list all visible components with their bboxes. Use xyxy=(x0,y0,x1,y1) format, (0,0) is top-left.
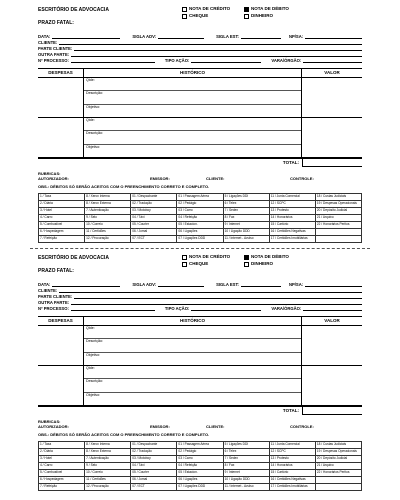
code-cell: 7 / Autenticação xyxy=(85,456,131,463)
parte-cliente-field[interactable] xyxy=(74,295,362,299)
info-row-parte-cliente xyxy=(38,45,362,51)
code-cell: 04 / Táxi xyxy=(131,463,177,470)
vara-orgao-field[interactable] xyxy=(303,59,362,63)
code-cell: 05 / Estacion. xyxy=(177,470,223,477)
code-cell: 9 / Internet xyxy=(223,222,269,229)
code-cell: 18 / Custas Judiciais xyxy=(315,442,361,449)
code-cell: 06 / Ligações xyxy=(177,477,223,484)
code-cell: 1 / Taxa xyxy=(39,442,85,449)
code-cell: 01 / Passagem Aérea xyxy=(177,194,223,201)
column-despesas: DESPESAS xyxy=(38,69,84,77)
code-cell: 16 / Certidões Negativas xyxy=(269,477,315,484)
code-cell: 3 / Hotel xyxy=(39,208,85,215)
data-label: DATA: xyxy=(38,33,51,39)
code-cell: 15 / Cartório xyxy=(269,470,315,477)
sigla-adv-field[interactable] xyxy=(158,35,204,39)
despesa-cell[interactable] xyxy=(38,118,84,157)
np-sa-label: NP/SA: xyxy=(288,281,304,287)
code-cell: 8 / Xerox Interna xyxy=(85,442,131,449)
vara-orgao-field[interactable] xyxy=(303,307,362,311)
data-label: DATA: xyxy=(38,281,51,287)
option-nota-debito[interactable] xyxy=(244,255,289,260)
n-processo-field[interactable] xyxy=(71,307,155,311)
rubricas-label: RUBRICAS: xyxy=(38,419,61,424)
descricao-field[interactable]: Descrição: xyxy=(84,131,301,144)
parte-cliente-field[interactable] xyxy=(74,47,362,51)
code-cell: 19 / Despesas Operacionais xyxy=(315,449,361,456)
code-cell: 02 / Pedágio xyxy=(177,449,223,456)
code-cell: 21 / Arquivo xyxy=(315,463,361,470)
option-nota-credito[interactable] xyxy=(182,255,230,260)
code-cell: 2 / Diária xyxy=(39,449,85,456)
code-cell: 12 / Procuração xyxy=(85,236,131,243)
code-cell: 01 / Despachante xyxy=(131,442,177,449)
code-cell: 04 / Refeição xyxy=(177,463,223,470)
code-cell: 5 / Ligações DDI xyxy=(223,194,269,201)
checkbox-nota-debito[interactable] xyxy=(244,7,249,12)
qtde-field[interactable]: Qtde: xyxy=(84,366,301,379)
code-cell: 13 / Protesto xyxy=(269,456,315,463)
code-cell: 02 / Pedágio xyxy=(177,201,223,208)
info-row-cliente xyxy=(38,287,362,293)
tipo-acao-field[interactable] xyxy=(191,307,261,311)
code-cell: 5 / Combustível xyxy=(39,470,85,477)
option-label: CHEQUE xyxy=(189,261,209,267)
n-processo-label: Nº PROCESSO: xyxy=(38,57,69,63)
expense-entry xyxy=(38,326,362,366)
code-cell: 12 / SCPC xyxy=(269,201,315,208)
info-row-data xyxy=(38,33,362,39)
code-cell: 16 / Certidões Negativas xyxy=(269,229,315,236)
code-cell: 12 / SCPC xyxy=(269,449,315,456)
code-cell: 07 / ECT xyxy=(131,484,177,491)
cut-line xyxy=(30,248,370,249)
qtde-field[interactable]: Qtde: xyxy=(84,78,301,91)
code-cell: 07 / ECT xyxy=(131,236,177,243)
despesa-cell[interactable] xyxy=(38,78,84,117)
code-cell: 05 / Estacion. xyxy=(177,222,223,229)
info-row-parte-cliente xyxy=(38,293,362,299)
option-dinheiro[interactable] xyxy=(244,262,273,267)
form-title: ESCRITÓRIO DE ADVOCACIA xyxy=(38,7,109,13)
code-cell: 02 / Tradução xyxy=(131,449,177,456)
option-cheque[interactable] xyxy=(182,262,208,267)
controle-label: CONTROLE: xyxy=(290,424,314,429)
total-field[interactable] xyxy=(302,407,362,415)
despesa-cell[interactable] xyxy=(38,326,84,365)
code-cell: 01 / Despachante xyxy=(131,194,177,201)
column-historico: HISTÓRICO xyxy=(84,69,302,77)
cliente-field[interactable] xyxy=(59,41,362,45)
code-cell: 5 / Ligações DDI xyxy=(223,442,269,449)
option-label: NOTA DE CRÉDITO xyxy=(189,254,231,260)
sigla-est-label: SIGLA EST: xyxy=(216,33,239,39)
code-cell: 21 / Arquivo xyxy=(315,215,361,222)
code-cell: 03 / Carro xyxy=(177,208,223,215)
n-processo-field[interactable] xyxy=(71,59,155,63)
code-row xyxy=(39,477,362,484)
code-cell: 6 / Telex xyxy=(223,449,269,456)
prazo-fatal-label: PRAZO FATAL: xyxy=(38,20,74,26)
option-cheque[interactable] xyxy=(182,14,208,19)
emissor-label: EMISSOR: xyxy=(150,424,170,429)
descricao-field[interactable]: Descrição: xyxy=(84,339,301,352)
code-row xyxy=(39,456,362,463)
code-cell: 06 / Ligações xyxy=(177,229,223,236)
code-cell: 06 / Jornal xyxy=(131,229,177,236)
code-cell: 15 / Cartório xyxy=(269,222,315,229)
outra-parte-label: OUTRA PARTE: xyxy=(38,299,70,305)
total-field[interactable] xyxy=(302,159,362,167)
valor-cell[interactable] xyxy=(302,118,362,157)
code-row xyxy=(39,222,362,229)
code-cell: 2 / Diária xyxy=(39,201,85,208)
code-cell: 17 / Certidões Imobiliárias xyxy=(269,236,315,243)
option-label: NOTA DE DÉBITO xyxy=(251,254,289,260)
code-cell: 03 / Motoboy xyxy=(131,456,177,463)
code-cell: 9 / Internet xyxy=(223,470,269,477)
code-cell: 03 / Carro xyxy=(177,456,223,463)
code-cell: 11 / Certidões xyxy=(85,229,131,236)
code-row xyxy=(39,201,362,208)
form-title: ESCRITÓRIO DE ADVOCACIA xyxy=(38,255,109,261)
code-cell: 05 / Courier xyxy=(131,222,177,229)
code-cell: 06 / Jornal xyxy=(131,477,177,484)
code-row xyxy=(39,215,362,222)
expense-table xyxy=(38,316,362,407)
payment-options xyxy=(182,7,302,27)
expense-codes-table xyxy=(38,441,362,491)
code-row xyxy=(39,194,362,201)
code-cell: 8 / Xerox Externa xyxy=(85,201,131,208)
info-row-processo xyxy=(38,305,362,311)
code-cell: 04 / Táxi xyxy=(131,215,177,222)
cliente-label: CLIENTE: xyxy=(38,39,58,45)
payment-options xyxy=(182,255,302,275)
data-field[interactable] xyxy=(52,35,120,39)
code-cell: 07 / Ligações DDD xyxy=(177,484,223,491)
total-row xyxy=(38,407,362,415)
checkbox-cheque[interactable] xyxy=(182,14,187,19)
code-cell: 10 / Correio xyxy=(85,222,131,229)
option-dinheiro[interactable] xyxy=(244,14,273,19)
code-row xyxy=(39,236,362,243)
code-row xyxy=(39,463,362,470)
code-cell: 1 / Taxa xyxy=(39,194,85,201)
code-cell: 8 / Fax xyxy=(223,215,269,222)
code-cell: 9 / Selo xyxy=(85,463,131,470)
code-cell: 8 / Fax xyxy=(223,463,269,470)
vara-orgao-label: VARA/ÓRGÃO: xyxy=(271,57,302,63)
cliente-field[interactable] xyxy=(59,289,362,293)
code-row xyxy=(39,470,362,477)
checkbox-dinheiro[interactable] xyxy=(244,14,249,19)
expense-table-header xyxy=(38,69,362,78)
code-cell: 20 / Depósito Judicial xyxy=(315,456,361,463)
code-cell xyxy=(315,236,361,243)
qtde-field[interactable]: Qtde: xyxy=(84,118,301,131)
sigla-adv-label: SIGLA ADV: xyxy=(132,33,157,39)
debit-form-bottom xyxy=(38,254,362,494)
code-cell: 22 / Honorários Peritos xyxy=(315,222,361,229)
code-cell: 20 / Depósito Judicial xyxy=(315,208,361,215)
info-row-processo xyxy=(38,57,362,63)
emissor-label: EMISSOR: xyxy=(150,176,170,181)
code-cell: 9 / Selo xyxy=(85,215,131,222)
checkbox-nota-credito[interactable] xyxy=(182,255,187,260)
code-cell: 8 / Xerox Externa xyxy=(85,449,131,456)
column-valor: VALOR xyxy=(324,69,340,75)
code-cell: 18 / Custas Judiciais xyxy=(315,194,361,201)
code-cell: 13 / Protesto xyxy=(269,208,315,215)
checkbox-nota-credito[interactable] xyxy=(182,7,187,12)
qtde-field[interactable]: Qtde: xyxy=(84,326,301,339)
expense-entry xyxy=(38,366,362,406)
outra-parte-field[interactable] xyxy=(71,53,362,57)
option-nota-credito[interactable] xyxy=(182,7,230,12)
option-label: DINHEIRO xyxy=(251,13,274,19)
option-nota-debito[interactable] xyxy=(244,7,289,12)
option-label: NOTA DE DÉBITO xyxy=(251,6,289,12)
expense-codes-table xyxy=(38,193,362,243)
code-cell: 6 / Telex xyxy=(223,201,269,208)
code-cell: 5 / Combustível xyxy=(39,222,85,229)
column-historico: HISTÓRICO xyxy=(84,317,302,325)
expense-table-header xyxy=(38,317,362,326)
obs-note: OBS.: DÉBITOS SÓ SERÃO ACEITOS COM O PREENCHIMENTO CORRETO E COMPLETO. xyxy=(38,432,210,437)
code-row xyxy=(39,442,362,449)
n-processo-label: Nº PROCESSO: xyxy=(38,305,69,311)
prazo-fatal-label: PRAZO FATAL: xyxy=(38,268,74,274)
expense-entry xyxy=(38,78,362,118)
code-cell: 7 / Autenticação xyxy=(85,208,131,215)
valor-cell[interactable] xyxy=(302,78,362,117)
outra-parte-label: OUTRA PARTE: xyxy=(38,51,70,57)
sigla-est-label: SIGLA EST: xyxy=(216,281,239,287)
option-label: NOTA DE CRÉDITO xyxy=(189,6,231,12)
tipo-acao-label: TIPO AÇÃO: xyxy=(164,57,190,63)
expense-entry xyxy=(38,118,362,158)
valor-cell[interactable] xyxy=(302,326,362,365)
sigla-adv-field[interactable] xyxy=(158,283,204,287)
total-label: TOTAL: xyxy=(282,408,299,413)
checkbox-nota-debito[interactable] xyxy=(244,255,249,260)
code-cell: 10 / Ligação DDD xyxy=(223,229,269,236)
objetivo-field[interactable]: Objetivo: xyxy=(86,392,101,397)
code-cell: 4 / Carro xyxy=(39,215,85,222)
code-row xyxy=(39,449,362,456)
sigla-est-field[interactable] xyxy=(241,283,281,287)
descricao-field[interactable]: Descrição: xyxy=(84,379,301,392)
code-cell: 10 / Correio xyxy=(85,470,131,477)
objetivo-field[interactable]: Objetivo: xyxy=(86,104,101,109)
info-row-cliente xyxy=(38,39,362,45)
info-row-outra-parte xyxy=(38,299,362,305)
descricao-field[interactable]: Descrição: xyxy=(84,91,301,104)
code-cell: 3 / Hotel xyxy=(39,456,85,463)
code-cell: 4 / Carro xyxy=(39,463,85,470)
tipo-acao-field[interactable] xyxy=(191,59,261,63)
form-header xyxy=(38,6,362,27)
code-cell: 7 / Refeição xyxy=(39,236,85,243)
rubricas-label: RUBRICAS: xyxy=(38,171,61,176)
cliente-label: CLIENTE: xyxy=(38,287,58,293)
parte-cliente-label: PARTE CLIENTE: xyxy=(38,293,73,299)
code-cell: 6 / Hospedagem xyxy=(39,477,85,484)
column-despesas: DESPESAS xyxy=(38,317,84,325)
code-cell xyxy=(315,484,361,491)
checkbox-cheque[interactable] xyxy=(182,262,187,267)
option-label: DINHEIRO xyxy=(251,261,274,267)
code-cell: 11 / Internet - Avulso xyxy=(223,236,269,243)
debit-form-top xyxy=(38,6,362,246)
code-cell: 7 / Sedex xyxy=(223,208,269,215)
tipo-acao-label: TIPO AÇÃO: xyxy=(164,305,190,311)
code-cell: 8 / Xerox Interna xyxy=(85,194,131,201)
code-cell xyxy=(315,477,361,484)
sigla-est-field[interactable] xyxy=(241,35,281,39)
code-row xyxy=(39,208,362,215)
autorizador-label: AUTORIZADOR: xyxy=(38,424,69,429)
code-cell: 19 / Despesas Operacionais xyxy=(315,201,361,208)
controle-label: CONTROLE: xyxy=(290,176,314,181)
total-row xyxy=(38,159,362,167)
expense-table xyxy=(38,68,362,159)
code-cell: 07 / Ligações DDD xyxy=(177,236,223,243)
np-sa-field[interactable] xyxy=(305,283,362,287)
code-cell: 11 / Junta Comercial xyxy=(269,442,315,449)
code-cell: 11 / Internet - Avulso xyxy=(223,484,269,491)
code-cell: 11 / Certidões xyxy=(85,477,131,484)
cliente-signature-label: CLIENTE: xyxy=(206,176,225,181)
option-label: CHEQUE xyxy=(189,13,209,19)
data-field[interactable] xyxy=(52,283,120,287)
code-cell: 05 / Courier xyxy=(131,470,177,477)
code-cell: 14 / Honorários xyxy=(269,463,315,470)
code-cell: 01 / Passagem Aérea xyxy=(177,442,223,449)
code-cell xyxy=(315,229,361,236)
column-valor: VALOR xyxy=(324,317,340,323)
parte-cliente-label: PARTE CLIENTE: xyxy=(38,45,73,51)
code-cell: 10 / Ligação DDD xyxy=(223,477,269,484)
code-cell: 22 / Honorários Peritos xyxy=(315,470,361,477)
objetivo-field[interactable]: Objetivo: xyxy=(86,144,101,149)
checkbox-dinheiro[interactable] xyxy=(244,262,249,267)
obs-note: OBS.: DÉBITOS SÓ SERÃO ACEITOS COM O PREENCHIMENTO CORRETO E COMPLETO. xyxy=(38,184,210,189)
code-cell: 7 / Refeição xyxy=(39,484,85,491)
code-cell: 04 / Refeição xyxy=(177,215,223,222)
code-cell: 11 / Junta Comercial xyxy=(269,194,315,201)
autorizador-label: AUTORIZADOR: xyxy=(38,176,69,181)
code-cell: 03 / Motoboy xyxy=(131,208,177,215)
vara-orgao-label: VARA/ÓRGÃO: xyxy=(271,305,302,311)
total-label: TOTAL: xyxy=(282,160,299,165)
signatures xyxy=(38,420,362,432)
code-cell: 6 / Hospedagem xyxy=(39,229,85,236)
code-cell: 17 / Certidões Imobiliárias xyxy=(269,484,315,491)
code-row xyxy=(39,229,362,236)
despesa-cell[interactable] xyxy=(38,366,84,405)
outra-parte-field[interactable] xyxy=(71,301,362,305)
np-sa-field[interactable] xyxy=(305,35,362,39)
signatures xyxy=(38,172,362,184)
form-header xyxy=(38,254,362,275)
objetivo-field[interactable]: Objetivo: xyxy=(86,352,101,357)
code-row xyxy=(39,484,362,491)
sigla-adv-label: SIGLA ADV: xyxy=(132,281,157,287)
code-cell: 02 / Tradução xyxy=(131,201,177,208)
code-cell: 7 / Sedex xyxy=(223,456,269,463)
info-row-outra-parte xyxy=(38,51,362,57)
np-sa-label: NP/SA: xyxy=(288,33,304,39)
code-cell: 14 / Honorários xyxy=(269,215,315,222)
info-row-data xyxy=(38,281,362,287)
code-cell: 12 / Procuração xyxy=(85,484,131,491)
cliente-signature-label: CLIENTE: xyxy=(206,424,225,429)
valor-cell[interactable] xyxy=(302,366,362,405)
